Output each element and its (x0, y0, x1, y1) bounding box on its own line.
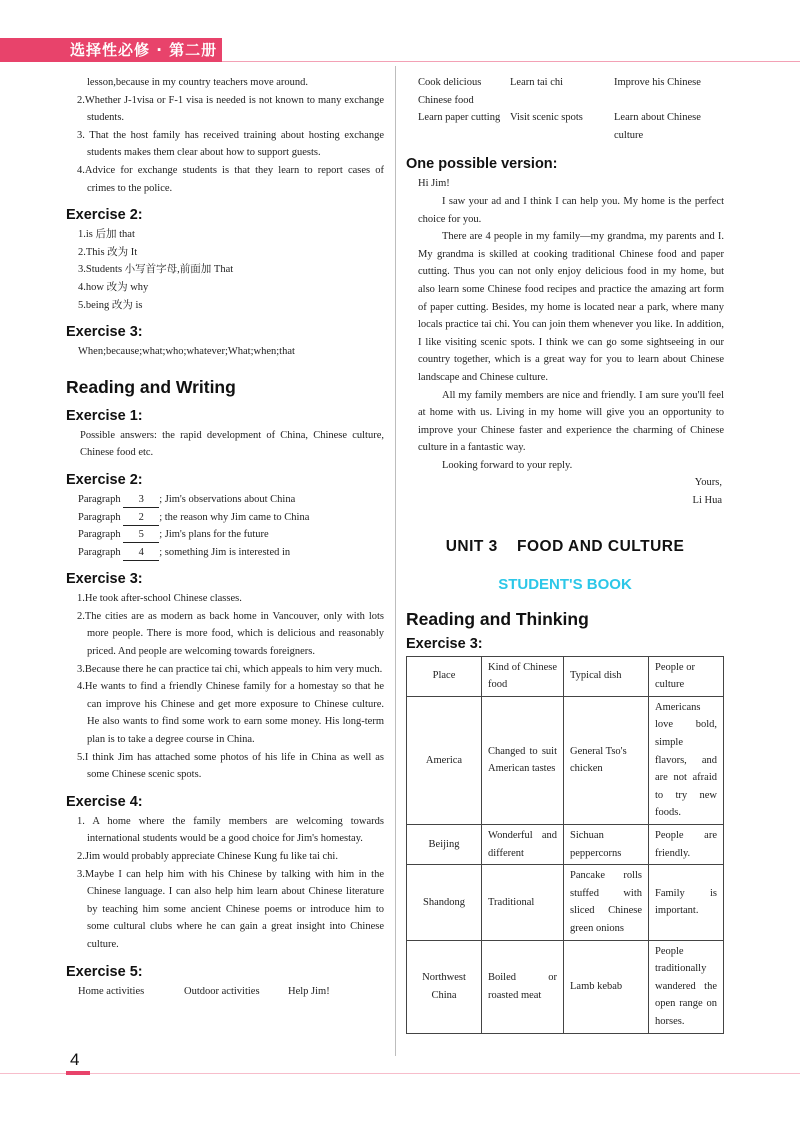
table-cell: Family is important. (649, 865, 724, 940)
list-item: 4.Advice for exchange students is that they learn to report cases of crimes to the police. (77, 164, 384, 194)
paragraph-label: Paragraph (78, 546, 121, 558)
rt-exercise-3-heading: Exercise 3: (406, 635, 483, 652)
list-item: 5.being 改为 is (78, 299, 143, 311)
paragraph-label: Paragraph (78, 493, 121, 505)
food-culture-table (406, 656, 724, 1034)
paragraph-label: Paragraph (78, 511, 121, 523)
table-header: Place (407, 656, 482, 696)
column-header: Help Jim! (288, 985, 330, 997)
activity-cell: Learn tai chi (510, 77, 564, 88)
letter-paragraph: All my family members are nice and friendly. I am sure you'll feel at home with us. Living in my home will give you an opportunity to improve your Chinese faster and experience the charming of Chinese culture in a fantastic way. (418, 389, 724, 454)
list-item: 2.Jim would probably appreciate Chinese Kung fu like tai chi. (77, 851, 338, 862)
table-cell: Traditional (482, 865, 564, 940)
list-item: lesson,because in my country teachers move around. (87, 77, 309, 88)
rw-exercise-1-answer: Possible answers: the rapid development of China, Chinese culture, Chinese food etc. (80, 429, 384, 459)
table-cell: Pancake rolls stuffed with sliced Chinese green onions (564, 865, 649, 940)
activities-row (406, 74, 724, 109)
activity-cell: Improve his Chinese (614, 77, 701, 88)
paragraph-number: 3 (123, 493, 159, 508)
letter-paragraph: There are 4 people in my family—my grandma, my parents and I. My grandma is skilled at cooking traditional Chinese food and paper cutting. Thus you can not only enjoy delicious food in my home, but also learn some Chinese food recipes and practice the amazing art form of paper cutting. Besides, my home is located near a park, where many locals practice tai chi. You can join them whenever you like. In addition, I like visiting scenic spots. I think we can go some sightseeing in our country together, which is a great way for you to learn about Chinese landscape and Chinese culture. (418, 231, 724, 383)
students-book-title: STUDENT'S BOOK (498, 575, 632, 593)
paragraph-desc: ; Jim's observations about China (159, 493, 296, 505)
table-cell: Northwest China (407, 940, 482, 1033)
rw-exercise-4-answers (66, 813, 384, 954)
rw-exercise-5-heading: Exercise 5: (66, 963, 143, 980)
page-number: 4 (70, 1050, 80, 1069)
right-column (406, 74, 724, 1034)
activity-cell: Learn paper cutting (418, 112, 501, 124)
list-item: 1.He took after-school Chinese classes. (77, 593, 242, 605)
rw-exercise-1-heading: Exercise 1: (66, 407, 143, 424)
paragraph-row (66, 544, 384, 562)
list-item: 3.Maybe I can help him with his Chinese by talking with him in the Chinese language. I can also help him learn about Chinese literature by teaching him some ancient Chinese poems or introduce him to some cultural clubs where he can gain a great insight into Chinese culture. (77, 868, 384, 950)
paragraph-label: Paragraph (78, 529, 121, 541)
activities-grid (406, 74, 724, 144)
list-item: 4.how 改为 why (78, 281, 149, 293)
table-cell: Boiled or roasted meat (482, 940, 564, 1033)
list-item: 3.Students 小写首字母,前面加 That (78, 264, 234, 276)
exercise-2-heading: Exercise 2: (66, 207, 143, 224)
letter (406, 175, 724, 509)
footer-accent (66, 1071, 90, 1075)
column-header: Outdoor activities (184, 985, 260, 997)
reading-writing-heading: Reading and Writing (66, 376, 236, 397)
letter-greeting: Hi Jim! (418, 178, 450, 190)
activity-cell: Visit scenic spots (510, 112, 583, 124)
paragraph-desc: ; Jim's plans for the future (159, 529, 269, 541)
table-cell: Changed to suit American tastes (482, 696, 564, 824)
table-header: Typical dish (564, 656, 649, 696)
left-column (66, 74, 384, 1000)
exercise-3-heading: Exercise 3: (66, 324, 143, 341)
paragraph-row (66, 491, 384, 509)
table-cell: People are friendly. (649, 825, 724, 865)
list-item: 3.Because there he can practice tai chi, which appeals to him very much. (77, 663, 383, 675)
table-cell: Shandong (407, 865, 482, 940)
header-rule (222, 61, 800, 62)
table-cell: General Tso's chicken (564, 696, 649, 824)
footer-rule (0, 1073, 800, 1074)
letter-signature: Li Hua (692, 495, 722, 507)
possible-version-heading: One possible version: (406, 156, 558, 173)
rw-exercise-4-heading: Exercise 4: (66, 793, 143, 810)
table-cell: People traditionally wandered the open range on horses. (649, 940, 724, 1033)
table-row (407, 825, 724, 865)
table-cell: America (407, 696, 482, 824)
list-item: 1. A home where the family members are welcoming towards international students would be a good choice for Jim's homestay. (77, 815, 384, 845)
table-row (407, 940, 724, 1033)
paragraph-row (66, 509, 384, 527)
rw-exercise-5-columns (66, 983, 384, 1001)
list-item: 1.is 后加 that (78, 229, 135, 241)
table-cell: Americans love bold, simple flavors, and are not afraid to try new foods. (649, 696, 724, 824)
paragraph-number: 4 (123, 546, 159, 561)
rw-exercise-2-answers (66, 491, 384, 561)
paragraph-desc: ; something Jim is interested in (159, 546, 291, 558)
table-header: Kind of Chinese food (482, 656, 564, 696)
table-cell: Lamb kebab (564, 940, 649, 1033)
rw-exercise-3-heading: Exercise 3: (66, 571, 143, 588)
list-item: 4.He wants to find a friendly Chinese family for a homestay so that he can improve his Chinese and get more exposure to Chinese culture. He also wants to find some work to earn some money. His long-term plan is to take a degree course in China. (77, 681, 384, 746)
letter-closing: Yours, (694, 477, 722, 489)
table-cell: Wonderful and different (482, 825, 564, 865)
paragraph-number: 5 (123, 528, 159, 543)
activities-row (406, 109, 724, 144)
paragraph-number: 2 (123, 511, 159, 526)
list-item: 2.Whether J-1visa or F-1 visa is needed is not known to many exchange students. (77, 94, 384, 124)
paragraph-desc: ; the reason why Jim came to China (159, 511, 310, 523)
exercise-2-answers (66, 226, 384, 314)
prev-exercise-answers (66, 74, 384, 197)
list-item: 3. That the host family has received training about hosting exchange students makes them clear about how to support guests. (77, 129, 384, 159)
paragraph-row (66, 526, 384, 544)
list-item: 2.This 改为 It (78, 246, 138, 258)
activity-cell: Learn about Chinese culture (614, 112, 701, 141)
column-header: Home activities (78, 985, 145, 997)
rw-exercise-3-answers (66, 590, 384, 784)
table-row (407, 696, 724, 824)
list-item: 5.I think Jim has attached some photos of his life in China as well as some Chinese scenic spots. (77, 751, 384, 781)
table-header: People or culture (649, 656, 724, 696)
list-item: 2.The cities are as modern as back home in Vancouver, only with lots more people. There is more food, which is delicious and reasonably priced. And people are welcoming towards foreigners. (77, 610, 384, 658)
letter-paragraph: Looking forward to your reply. (442, 459, 573, 471)
table-row (407, 865, 724, 940)
table-header-row (407, 656, 724, 696)
column-divider (395, 66, 396, 1056)
exercise-3-answers: When;because;what;who;whatever;What;when;that (78, 346, 295, 358)
table-cell: Sichuan peppercorns (564, 825, 649, 865)
reading-thinking-heading: Reading and Thinking (406, 608, 589, 629)
activity-cell: Cook delicious Chinese food (418, 77, 482, 106)
unit-title: UNIT 3 FOOD AND CULTURE (445, 537, 685, 555)
letter-paragraph: I saw your ad and I think I can help you. My home is the perfect choice for you. (418, 195, 724, 225)
table-cell: Beijing (407, 825, 482, 865)
rw-exercise-2-heading: Exercise 2: (66, 471, 143, 488)
header-title: 选择性必修 · 第二册 (70, 41, 218, 59)
